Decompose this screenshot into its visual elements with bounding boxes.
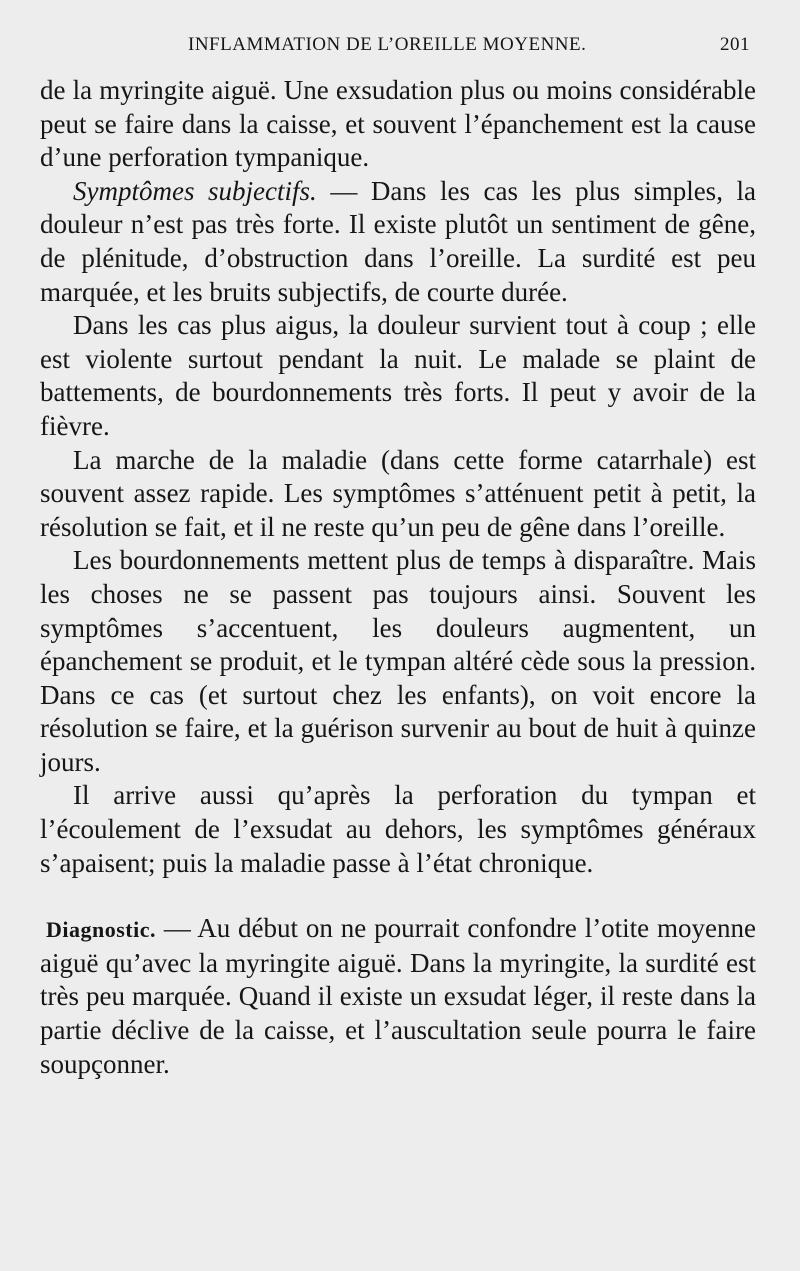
paragraph-text: — Au début on ne pourrait confondre l’otite moyenne aiguë qu’avec la myringite aiguë. Dans la myringite, la surdité est très peu marquée. Quand il existe un exsudat léger, il reste dans la partie déclive de la caisse, et l’auscultation seule pourra le faire soupçonner. (40, 913, 756, 1079)
paragraph-cas-aigus: Dans les cas plus aigus, la douleur survient tout à coup ; elle est violente surtout pendant la nuit. Le malade se plaint de battements, de bourdonnements très forts. Il peut y avoir de la fièvre. (40, 310, 756, 441)
paragraph-symptomes-subjectifs (40, 175, 756, 309)
page-number: 201 (720, 34, 750, 55)
italic-heading-symptomes: Symptômes subjectifs. (73, 175, 317, 206)
paragraph-perforation: Il arrive aussi qu’après la perforation du tympan et l’écoulement de l’exsudat au dehors, les symptômes généraux s’apaisent; puis la maladie passe à l’état chronique. (40, 780, 756, 878)
paragraph-text: — Dans les cas les plus simples, la douleur n’est pas très forte. Il existe plutôt un sentiment de gêne, de plénitude, d’obstruction dans l’oreille. La surdité est peu marquée, et les bruits subjectifs, de courte durée. (40, 175, 756, 307)
section-gap (40, 880, 756, 912)
body-text (40, 74, 756, 1081)
paragraph-diagnostic (40, 912, 756, 1081)
running-title: INFLAMMATION DE L’OREILLE MOYENNE. (188, 34, 587, 55)
page-header (40, 34, 756, 60)
paragraph-continuation: de la myringite aiguë. Une exsudation plus ou moins considérable peut se faire dans la caisse, et souvent l’épanchement est la cause d’une perforation tympanique. (40, 75, 756, 173)
paragraph-bourdonnements: Les bourdonnements mettent plus de temps à disparaître. Mais les choses ne se passent pas toujours ainsi. Souvent les symptômes s’accentuent, les douleurs augmentent, un épanchement se produit, et le tympan altéré cède sous la pression. Dans ce cas (et surtout chez les enfants), on voit encore la résolution se faire, et la guérison survenir au bout de huit à quinze jours. (40, 545, 756, 777)
section-heading-diagnostic: Diagnostic. (46, 917, 156, 943)
paragraph-marche-maladie: La marche de la maladie (dans cette forme catarrhale) est souvent assez rapide. Les symptômes s’atténuent petit à petit, la résolution se fait, et il ne reste qu’un peu de gêne dans l’oreille. (40, 444, 756, 542)
